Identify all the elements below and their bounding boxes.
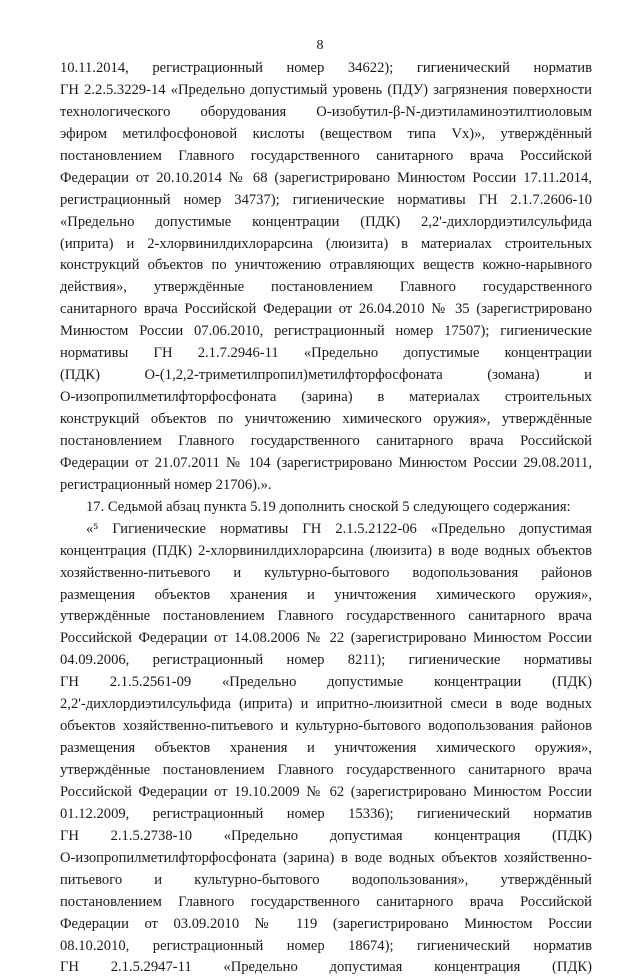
text-line: постановлением Главного государственного санитарного врача Российской (60, 147, 592, 164)
text-line: «Предельно допустимые концентрации (ПДК) 2,2'-дихлордиэтилсульфида (60, 213, 592, 230)
text-line: ГН 2.1.5.2561-09 «Предельно допустимые концентрации (ПДК) (60, 674, 592, 691)
text-line: 04.09.2006, регистрационный номер 8211); гигиенические нормативы (60, 652, 592, 669)
text-line: хозяйственно-питьевого и культурно-бытового водопользования районов (60, 564, 592, 581)
text-line: технологического оборудования О-изобутил-β-N-диэтиламиноэтилтиоловым (60, 103, 592, 120)
text-line: размещения объектов хранения и уничтожения химического оружия», (60, 740, 592, 757)
text-line: конструкций объектов по уничтожению отравляющих веществ кожно-нарывного (60, 257, 592, 274)
text-line: санитарного врача Российской Федерации от 26.04.2010 № 35 (зарегистрировано (60, 301, 592, 318)
text-line: 01.12.2009, регистрационный номер 15336); гигиенический норматив (60, 805, 592, 822)
text-line: ГН 2.2.5.3229-14 «Предельно допустимый уровень (ПДУ) загрязнения поверхности (60, 81, 592, 98)
text-line: 10.11.2014, регистрационный номер 34622); гигиенический норматив (60, 60, 592, 76)
text-line: постановлением Главного государственного санитарного врача Российской (60, 893, 592, 910)
text-line: постановлением Главного государственного санитарного врача Российской (60, 432, 592, 449)
text-line: концентрация (ПДК) 2-хлорвинилдихлорарсина (люизита) в воде водных объектов (60, 542, 592, 559)
text-line: «⁵ Гигиенические нормативы ГН 2.1.5.2122-06 «Предельно допустимая (86, 520, 592, 537)
document-body (60, 58, 592, 979)
text-line: питьевого и культурно-бытового водопользования», утверждённый (60, 871, 592, 888)
text-line: эфиром метилфосфоновой кислоты (веществом типа Vx)», утверждённый (60, 125, 592, 142)
text-line: Российской Федерации от 14.08.2006 № 22 (зарегистрировано Минюстом России (60, 630, 592, 647)
text-line: О-изопропилметилфторфосфоната (зарина) в материалах строительных (60, 389, 592, 406)
text-line: (иприта) и 2-хлорвинилдихлорарсина (люизита) в материалах строительных (60, 235, 592, 252)
text-line: конструкций объектов по уничтожению химического оружия», утверждённые (60, 411, 592, 427)
text-line: О-изопропилметилфторфосфоната (зарина) в воде водных объектов хозяйственно- (60, 849, 592, 866)
text-line: 2,2'-дихлордиэтилсульфида (иприта) и ипритно-люизитной смеси в воде водных (60, 696, 592, 713)
text-line: Российской Федерации от 19.10.2009 № 62 (зарегистрировано Минюстом России (60, 783, 592, 800)
text-line: Федерации от 20.10.2014 № 68 (зарегистрировано Минюстом России 17.11.2014, (60, 169, 592, 186)
text-line: объектов хозяйственно-питьевого и культурно-бытового водопользования районов (60, 718, 592, 735)
text-line: 17. Седьмой абзац пункта 5.19 дополнить сноской 5 следующего содержания: (86, 498, 571, 515)
text-line: ГН 2.1.5.2947-11 «Предельно допустимая концентрация (ПДК) (60, 959, 592, 976)
text-line: Федерации от 21.07.2011 № 104 (зарегистрировано Минюстом России 29.08.2011, (60, 454, 592, 471)
text-line: размещения объектов хранения и уничтожения химического оружия», (60, 586, 592, 603)
text-line: регистрационный номер 34737); гигиенические нормативы ГН 2.1.7.2606-10 (60, 191, 592, 208)
text-line: 08.10.2010, регистрационный номер 18674); гигиенический норматив (60, 937, 592, 954)
text-line: утверждённые постановлением Главного государственного санитарного врача (60, 762, 592, 778)
text-line: утверждённые постановлением Главного государственного санитарного врача (60, 608, 592, 625)
text-line: Федерации от 03.09.2010 № 119 (зарегистрировано Минюстом России (60, 915, 592, 932)
text-line: действия», утверждённые постановлением Главного государственного (60, 279, 592, 296)
text-line: нормативы ГН 2.1.7.2946-11 «Предельно допустимые концентрации (60, 345, 592, 362)
text-line: ГН 2.1.5.2738-10 «Предельно допустимая концентрация (ПДК) (60, 827, 592, 844)
text-line: (ПДК) О-(1,2,2-триметилпропил)метилфторфосфоната (зомана) и (60, 367, 592, 384)
text-line: регистрационный номер 21706).». (60, 476, 272, 493)
page-number: 8 (316, 38, 324, 53)
text-line: Минюстом России 07.06.2010, регистрационный номер 17507); гигиенические (60, 323, 592, 340)
